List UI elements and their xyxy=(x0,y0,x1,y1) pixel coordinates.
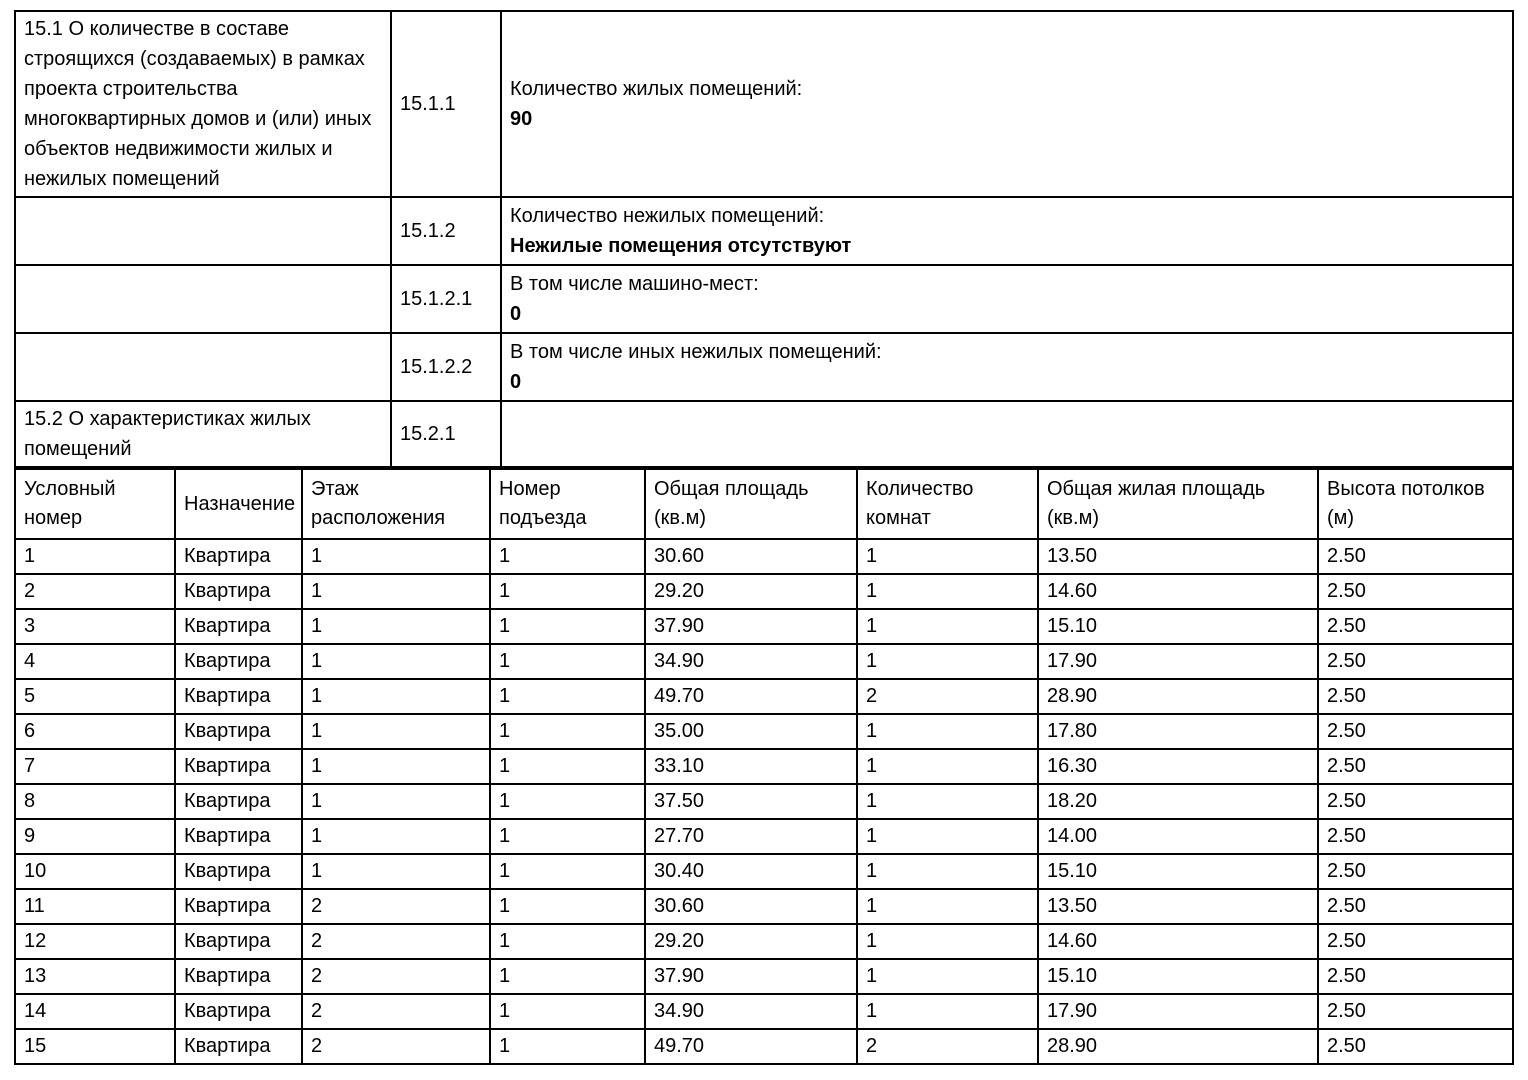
table-cell: 17.80 xyxy=(1038,714,1318,749)
column-header: Этаж расположения xyxy=(302,469,490,539)
field-value: 90 xyxy=(510,108,533,130)
table-row xyxy=(15,574,1513,609)
table-cell: Квартира xyxy=(175,1029,302,1064)
table-cell: 14 xyxy=(15,994,175,1029)
table-cell: Квартира xyxy=(175,819,302,854)
column-header: Общая жилая площадь (кв.м) xyxy=(1038,469,1318,539)
table-row xyxy=(15,539,1513,574)
table-cell: Квартира xyxy=(175,714,302,749)
table-cell: 1 xyxy=(857,819,1038,854)
table-cell: 2.50 xyxy=(1318,609,1513,644)
table-row xyxy=(15,959,1513,994)
table-cell: 1 xyxy=(302,679,490,714)
field-value: 0 xyxy=(510,303,522,325)
table-cell: 1 xyxy=(490,924,645,959)
table-cell: Квартира xyxy=(175,749,302,784)
table-cell: Квартира xyxy=(175,959,302,994)
table-cell: 1 xyxy=(302,609,490,644)
table-cell: 1 xyxy=(857,994,1038,1029)
table-cell: 1 xyxy=(490,784,645,819)
table-cell: 37.90 xyxy=(645,959,857,994)
table-cell: 1 xyxy=(857,784,1038,819)
table-cell: 1 xyxy=(857,749,1038,784)
table-cell: 1 xyxy=(857,644,1038,679)
table-row xyxy=(15,819,1513,854)
table-cell: Квартира xyxy=(175,784,302,819)
table-cell: 1 xyxy=(302,574,490,609)
table-cell: 6 xyxy=(15,714,175,749)
table-cell: 1 xyxy=(490,539,645,574)
item-value-cell xyxy=(501,197,1513,265)
table-cell: 14.00 xyxy=(1038,819,1318,854)
table-cell: 35.00 xyxy=(645,714,857,749)
table-cell: 1 xyxy=(857,889,1038,924)
table-cell: 49.70 xyxy=(645,1029,857,1064)
table-row xyxy=(15,644,1513,679)
field-label: Количество нежилых помещений: xyxy=(510,205,825,227)
table-cell: 1 xyxy=(490,819,645,854)
info-row xyxy=(15,333,1513,401)
table-cell: 37.90 xyxy=(645,609,857,644)
table-cell: 8 xyxy=(15,784,175,819)
table-cell: 2.50 xyxy=(1318,959,1513,994)
table-row xyxy=(15,749,1513,784)
table-cell: 2.50 xyxy=(1318,1029,1513,1064)
table-row xyxy=(15,784,1513,819)
table-row xyxy=(15,994,1513,1029)
table-cell: 2.50 xyxy=(1318,819,1513,854)
column-header: Высота потолков (м) xyxy=(1318,469,1513,539)
table-cell: 1 xyxy=(857,574,1038,609)
table-cell: 1 xyxy=(490,854,645,889)
table-row xyxy=(15,889,1513,924)
table-cell: 2 xyxy=(857,1029,1038,1064)
table-cell: Квартира xyxy=(175,994,302,1029)
table-cell: 2 xyxy=(302,994,490,1029)
apartments-header-row xyxy=(15,469,1513,539)
table-cell: 1 xyxy=(857,609,1038,644)
table-cell: 16.30 xyxy=(1038,749,1318,784)
section-title: 15.1 О количестве в составе строящихся (создаваемых) в рамках проекта строительства многоквартирных домов и (или) иных объектов недвижимости жилых и нежилых помещений xyxy=(15,11,391,197)
table-cell: 2.50 xyxy=(1318,749,1513,784)
table-row xyxy=(15,854,1513,889)
table-cell: 2.50 xyxy=(1318,539,1513,574)
table-cell: 1 xyxy=(857,714,1038,749)
table-cell: 1 xyxy=(302,819,490,854)
table-cell: Квартира xyxy=(175,889,302,924)
table-cell: 1 xyxy=(490,574,645,609)
table-cell: 1 xyxy=(857,959,1038,994)
table-cell: 2.50 xyxy=(1318,854,1513,889)
table-row xyxy=(15,924,1513,959)
table-cell: 1 xyxy=(15,539,175,574)
table-cell: 2.50 xyxy=(1318,924,1513,959)
table-cell: 1 xyxy=(490,1029,645,1064)
table-cell: 2.50 xyxy=(1318,644,1513,679)
table-cell: 49.70 xyxy=(645,679,857,714)
table-cell: 10 xyxy=(15,854,175,889)
table-cell: 2 xyxy=(302,1029,490,1064)
column-header: Условный номер xyxy=(15,469,175,539)
item-value-cell xyxy=(501,401,1513,467)
table-cell: 15.10 xyxy=(1038,854,1318,889)
info-row xyxy=(15,11,1513,197)
table-cell: Квартира xyxy=(175,924,302,959)
section-title xyxy=(15,333,391,401)
project-info-table xyxy=(14,10,1514,468)
table-cell: 2 xyxy=(302,889,490,924)
field-value: 0 xyxy=(510,371,522,393)
table-cell: 18.20 xyxy=(1038,784,1318,819)
table-cell: 1 xyxy=(302,644,490,679)
table-cell: 13.50 xyxy=(1038,539,1318,574)
info-row xyxy=(15,197,1513,265)
item-value-cell xyxy=(501,11,1513,197)
table-cell: 3 xyxy=(15,609,175,644)
table-cell: 14.60 xyxy=(1038,924,1318,959)
table-cell: 2.50 xyxy=(1318,889,1513,924)
apartments-table xyxy=(14,468,1514,1065)
item-code: 15.1.2.1 xyxy=(391,265,501,333)
apartments-body xyxy=(15,539,1513,1064)
table-cell: 1 xyxy=(302,854,490,889)
table-cell: 2.50 xyxy=(1318,714,1513,749)
table-cell: 30.60 xyxy=(645,539,857,574)
section-title xyxy=(15,197,391,265)
table-cell: 15.10 xyxy=(1038,959,1318,994)
item-code: 15.2.1 xyxy=(391,401,501,467)
table-cell: 1 xyxy=(302,749,490,784)
table-cell: 1 xyxy=(857,854,1038,889)
table-cell: Квартира xyxy=(175,574,302,609)
table-cell: 11 xyxy=(15,889,175,924)
table-cell: 2.50 xyxy=(1318,679,1513,714)
table-cell: 1 xyxy=(490,749,645,784)
table-cell: 9 xyxy=(15,819,175,854)
table-cell: 34.90 xyxy=(645,994,857,1029)
table-cell: Квартира xyxy=(175,679,302,714)
table-cell: 1 xyxy=(302,784,490,819)
table-cell: 29.20 xyxy=(645,924,857,959)
item-code: 15.1.2 xyxy=(391,197,501,265)
table-cell: 4 xyxy=(15,644,175,679)
table-cell: 12 xyxy=(15,924,175,959)
table-cell: 1 xyxy=(490,994,645,1029)
table-cell: Квартира xyxy=(175,854,302,889)
table-cell: 15 xyxy=(15,1029,175,1064)
item-value-cell xyxy=(501,333,1513,401)
table-cell: 30.60 xyxy=(645,889,857,924)
table-cell: 5 xyxy=(15,679,175,714)
table-cell: 17.90 xyxy=(1038,644,1318,679)
table-cell: 2 xyxy=(302,959,490,994)
table-cell: 1 xyxy=(490,889,645,924)
table-cell: 34.90 xyxy=(645,644,857,679)
section-title xyxy=(15,265,391,333)
table-cell: 2 xyxy=(15,574,175,609)
table-cell: 1 xyxy=(490,679,645,714)
table-cell: 1 xyxy=(302,539,490,574)
table-cell: 1 xyxy=(490,714,645,749)
table-cell: 1 xyxy=(490,959,645,994)
column-header: Номер подъезда xyxy=(490,469,645,539)
table-cell: 14.60 xyxy=(1038,574,1318,609)
table-cell: 1 xyxy=(302,714,490,749)
section-title: 15.2 О характеристиках жилых помещений xyxy=(15,401,391,467)
table-cell: 2.50 xyxy=(1318,574,1513,609)
table-cell: 29.20 xyxy=(645,574,857,609)
table-cell: 2.50 xyxy=(1318,994,1513,1029)
info-row xyxy=(15,265,1513,333)
column-header: Количество комнат xyxy=(857,469,1038,539)
table-cell: 13.50 xyxy=(1038,889,1318,924)
table-row xyxy=(15,679,1513,714)
table-cell: 1 xyxy=(490,644,645,679)
table-cell: 2.50 xyxy=(1318,784,1513,819)
table-cell: 37.50 xyxy=(645,784,857,819)
table-cell: 1 xyxy=(857,539,1038,574)
field-value: Нежилые помещения отсутствуют xyxy=(510,235,852,257)
table-cell: 1 xyxy=(857,924,1038,959)
table-cell: 2 xyxy=(302,924,490,959)
table-cell: Квартира xyxy=(175,609,302,644)
table-cell: 30.40 xyxy=(645,854,857,889)
table-cell: 1 xyxy=(490,609,645,644)
table-cell: 2 xyxy=(857,679,1038,714)
table-cell: 28.90 xyxy=(1038,679,1318,714)
item-code: 15.1.1 xyxy=(391,11,501,197)
table-cell: 7 xyxy=(15,749,175,784)
table-cell: 15.10 xyxy=(1038,609,1318,644)
field-label: В том числе иных нежилых помещений: xyxy=(510,341,882,363)
table-row xyxy=(15,609,1513,644)
table-row xyxy=(15,714,1513,749)
item-value-cell xyxy=(501,265,1513,333)
info-row xyxy=(15,401,1513,467)
table-row xyxy=(15,1029,1513,1064)
table-cell: 13 xyxy=(15,959,175,994)
table-cell: 27.70 xyxy=(645,819,857,854)
table-cell: Квартира xyxy=(175,539,302,574)
column-header: Назначение xyxy=(175,469,302,539)
item-code: 15.1.2.2 xyxy=(391,333,501,401)
table-cell: 17.90 xyxy=(1038,994,1318,1029)
field-label: Количество жилых помещений: xyxy=(510,78,803,100)
field-label: В том числе машино-мест: xyxy=(510,273,759,295)
table-cell: Квартира xyxy=(175,644,302,679)
table-cell: 33.10 xyxy=(645,749,857,784)
column-header: Общая площадь (кв.м) xyxy=(645,469,857,539)
table-cell: 28.90 xyxy=(1038,1029,1318,1064)
